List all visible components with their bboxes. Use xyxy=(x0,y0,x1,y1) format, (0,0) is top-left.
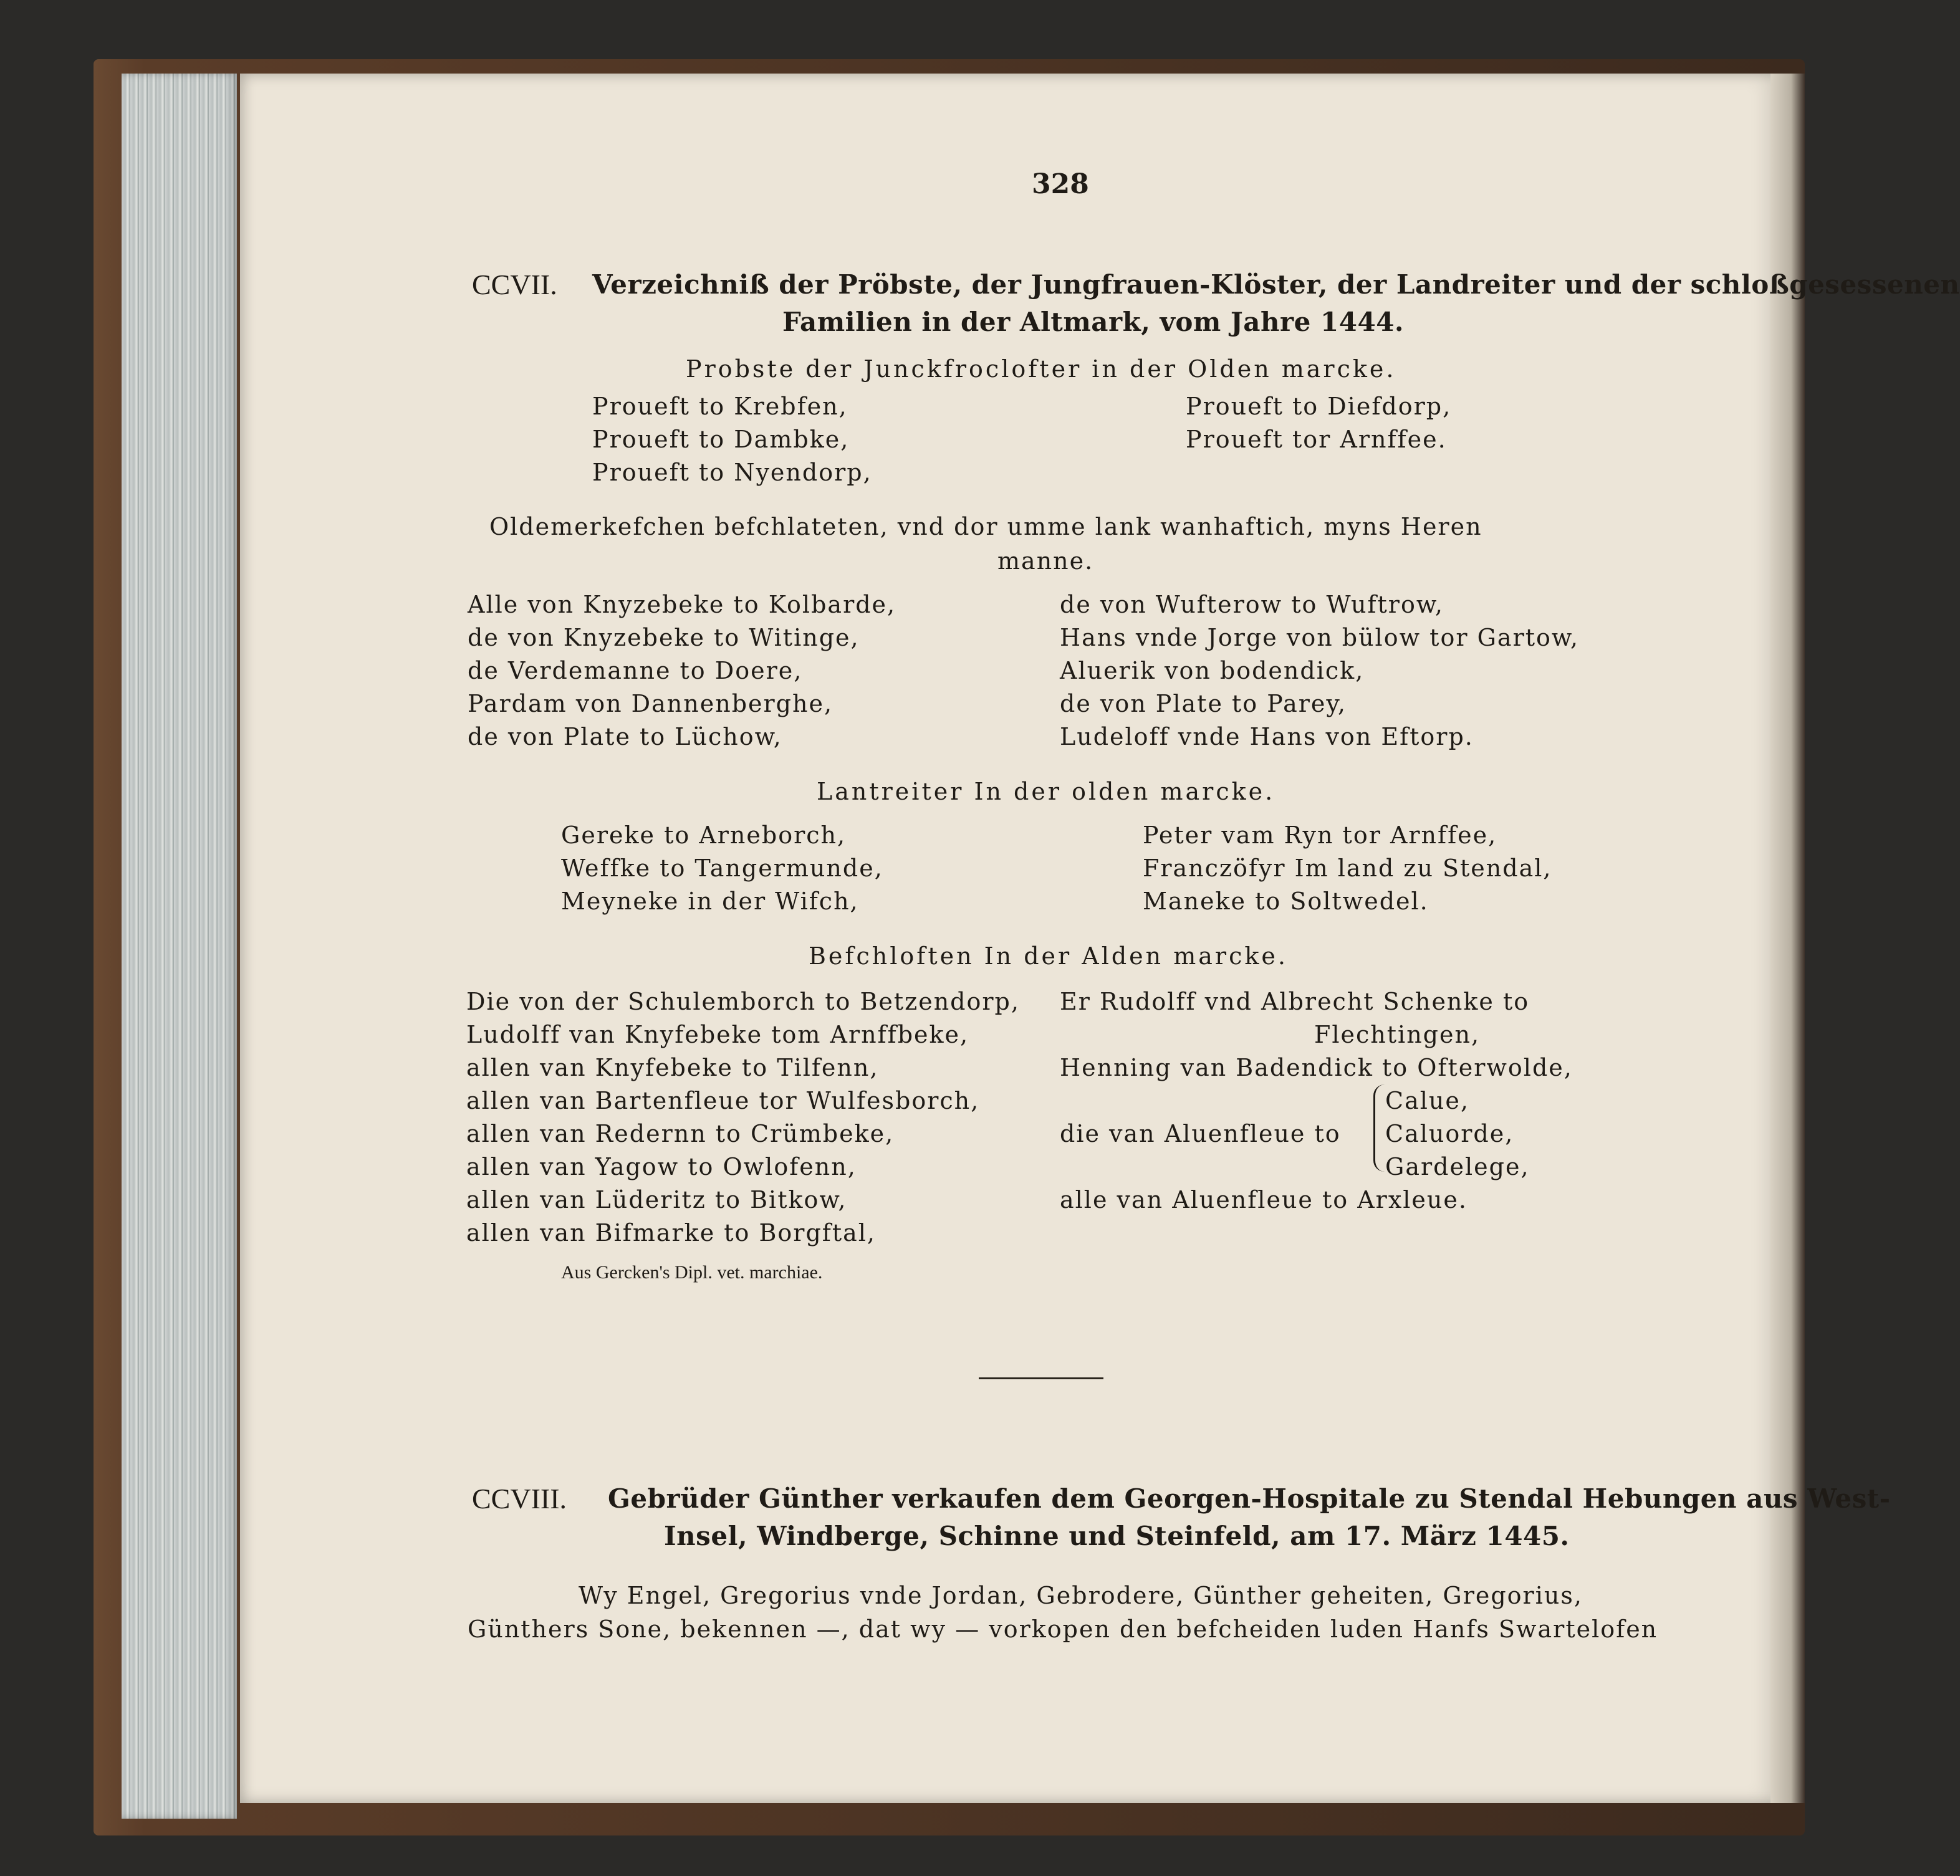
page-number: 328 xyxy=(1032,168,1089,200)
list-item: de von Plate to Lüchow, xyxy=(468,723,782,750)
list-item: de von Knyzebeke to Witinge, xyxy=(468,624,860,651)
list-item: Hans vnde Jorge von bülow tor Gartow, xyxy=(1060,624,1579,651)
brace-label: die van Aluenfleue to xyxy=(1060,1120,1341,1147)
list-item: de Verdemanne to Doere, xyxy=(468,657,803,684)
section-heading: Lantreiter In der olden marcke. xyxy=(817,778,1275,805)
list-item: allen van Lüderitz to Bitkow, xyxy=(466,1186,847,1213)
list-item: Weffke to Tangermunde, xyxy=(561,854,883,882)
list-item: Aluerik von bodendick, xyxy=(1060,657,1365,684)
section-heading: Oldemerkefchen befchlateten, vnd dor umme lank wanhaftich, myns Heren xyxy=(489,513,1482,540)
list-item: Alle von Knyzebeke to Kolbarde, xyxy=(468,591,896,618)
list-item: de von Plate to Parey, xyxy=(1060,690,1347,717)
list-item: Proueft to Dambke, xyxy=(592,426,850,453)
curly-brace xyxy=(1373,1084,1386,1172)
list-item: Pardam von Dannenberghe, xyxy=(468,690,833,717)
section-heading-cont: manne. xyxy=(997,547,1094,575)
list-item: Proueft tor Arnffee. xyxy=(1186,426,1447,453)
list-item: allen van Yagow to Owlofenn, xyxy=(466,1153,857,1180)
section-divider xyxy=(979,1377,1103,1379)
list-item: allen van Bifmarke to Borgftal, xyxy=(466,1219,877,1247)
body-text-line: Günthers Sone, bekennen —, dat wy — vorkopen den befcheiden luden Hanfs Swartelofen xyxy=(468,1615,1658,1643)
section-heading: Probste der Junckfroclofter in der Olden marcke. xyxy=(686,355,1396,383)
list-item: Ludolff van Knyfebeke tom Arnffbeke, xyxy=(466,1021,969,1048)
list-item: allen van Knyfebeke to Tilfenn, xyxy=(466,1054,879,1081)
document-title-line1: Gebrüder Günther verkaufen dem Georgen-Hospitale zu Stendal Hebungen aus West- xyxy=(608,1483,1891,1514)
list-item: Proueft to Diefdorp, xyxy=(1186,393,1452,420)
brace-item: Caluorde, xyxy=(1385,1120,1514,1147)
section-heading: Befchloften In der Alden marcke. xyxy=(809,942,1288,970)
document-title-line1: Verzeichniß der Pröbste, der Jungfrauen-Klöster, der Landreiter und der schloßgesessenen xyxy=(592,269,1960,300)
page-edges xyxy=(122,74,237,1819)
list-item: Gereke to Arneborch, xyxy=(561,821,847,849)
source-citation: Aus Gercken's Dipl. vet. marchiae. xyxy=(561,1262,823,1283)
list-item: Meyneke in der Wifch, xyxy=(561,888,859,915)
list-item: Peter vam Ryn tor Arnffee, xyxy=(1143,821,1497,849)
list-item: de von Wufterow to Wuftrow, xyxy=(1060,591,1444,618)
list-item: Ludeloff vnde Hans von Eftorp. xyxy=(1060,723,1474,750)
body-text-line: Wy Engel, Gregorius vnde Jordan, Gebrodere, Günther geheiten, Gregorius, xyxy=(579,1582,1583,1609)
list-item-cont: Flechtingen, xyxy=(1314,1021,1481,1048)
list-item: Er Rudolff vnd Albrecht Schenke to xyxy=(1060,988,1530,1015)
brace-item: Calue, xyxy=(1385,1087,1469,1114)
list-item: allen van Redernn to Crümbeke, xyxy=(466,1120,895,1147)
list-item: Proueft to Krebfen, xyxy=(592,393,848,420)
page-right-edge xyxy=(1770,74,1805,1803)
document-number: CCVIII. xyxy=(472,1483,567,1515)
list-item: alle van Aluenfleue to Arxleue. xyxy=(1060,1186,1468,1213)
list-item: Maneke to Soltwedel. xyxy=(1143,888,1429,915)
document-number: CCVII. xyxy=(472,269,557,300)
document-title-line2: Familien in der Altmark, vom Jahre 1444. xyxy=(782,307,1405,337)
list-item: allen van Bartenfleue tor Wulfesborch, xyxy=(466,1087,980,1114)
brace-item: Gardelege, xyxy=(1385,1153,1530,1180)
list-item: Franczöfyr Im land zu Stendal, xyxy=(1143,854,1552,882)
list-item: Proueft to Nyendorp, xyxy=(592,459,872,486)
list-item: Die von der Schulemborch to Betzendorp, xyxy=(466,988,1020,1015)
list-item: Henning van Badendick to Ofterwolde, xyxy=(1060,1054,1573,1081)
document-title-line2: Insel, Windberge, Schinne und Steinfeld, am 17. März 1445. xyxy=(664,1521,1570,1551)
